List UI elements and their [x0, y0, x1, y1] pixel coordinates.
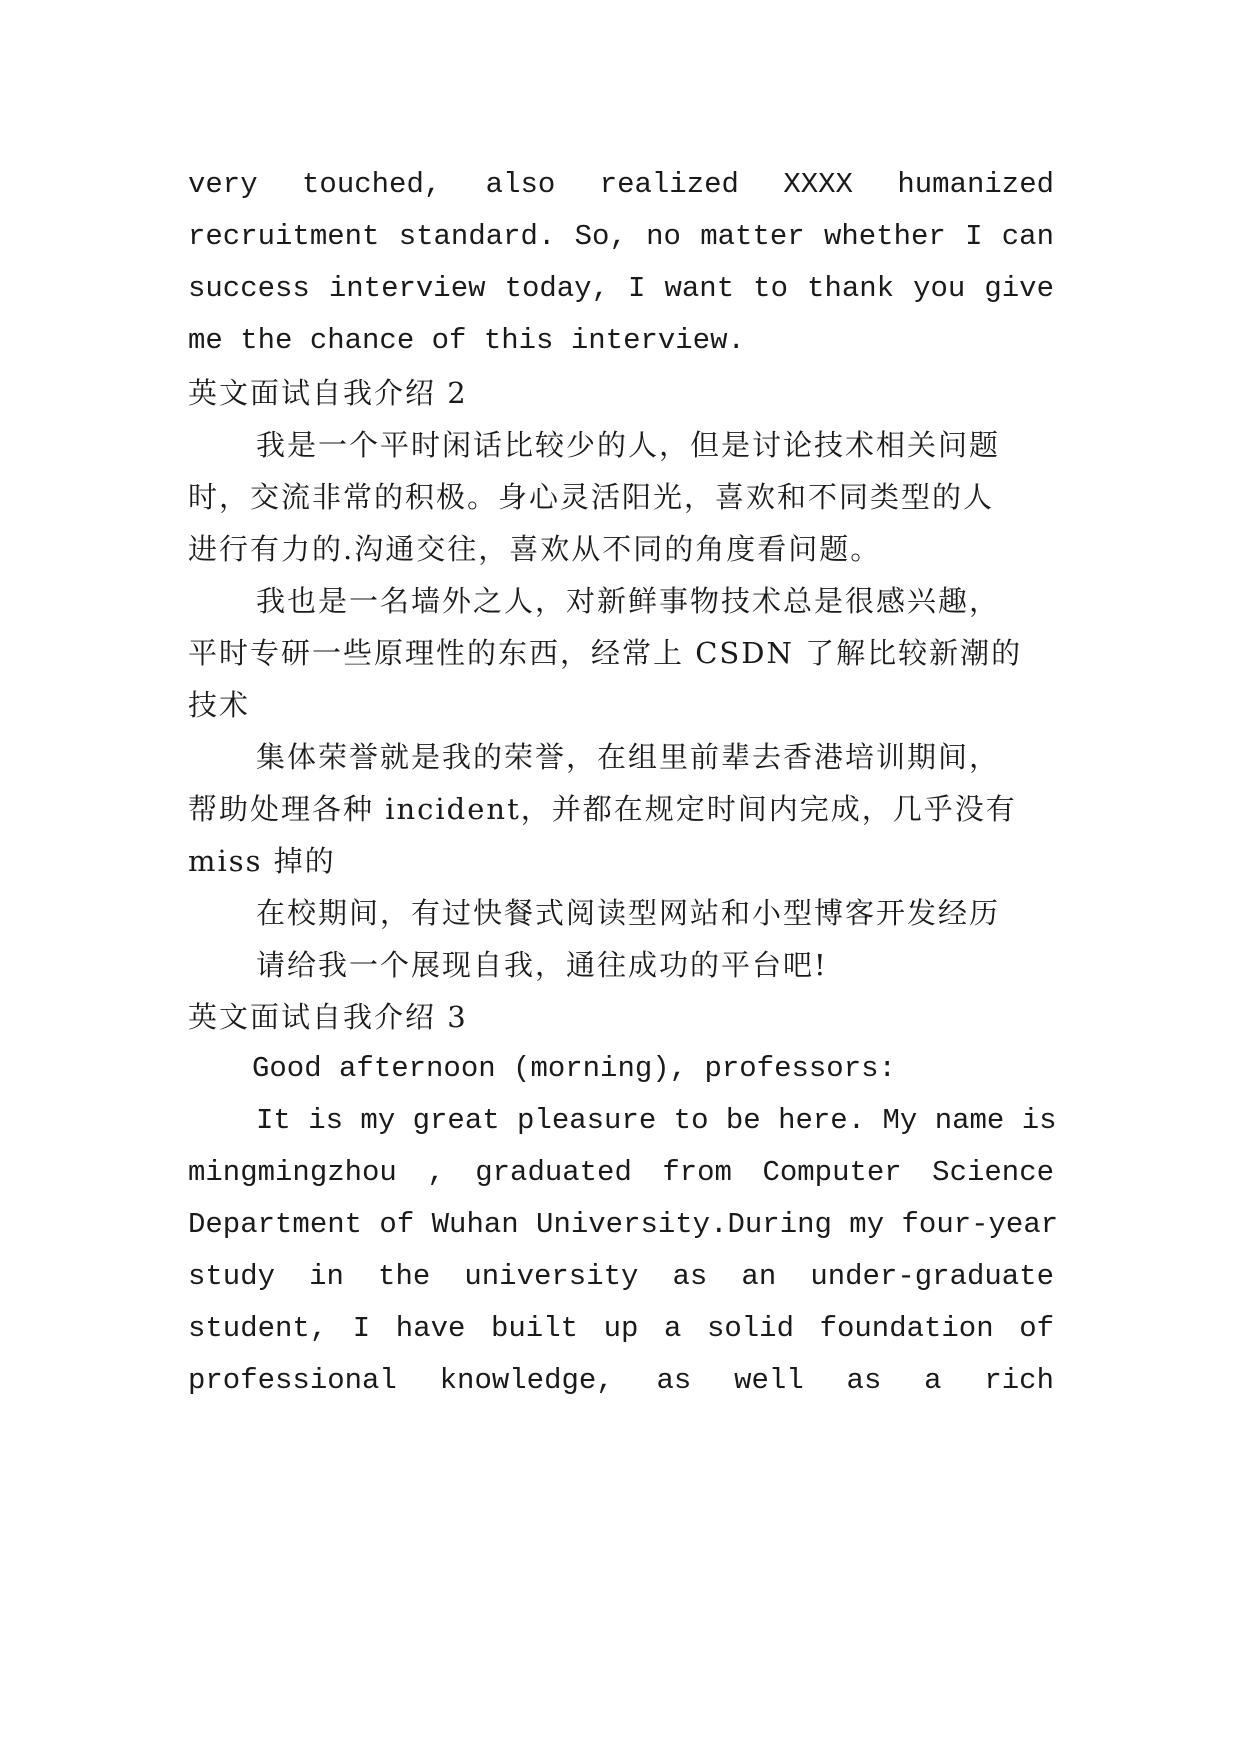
- text-line: success interview today, I want to thank you give: [188, 272, 1054, 305]
- text-line: me the chance of this interview.: [188, 324, 745, 357]
- text-line: 进行有力的.沟通交往，喜欢从不同的角度看问题。: [188, 532, 882, 566]
- text-line: miss 掉的: [188, 844, 336, 878]
- section-heading: 英文面试自我介绍 2: [188, 376, 468, 410]
- text-line: study in the university as an under-graduate: [188, 1260, 1054, 1293]
- text-line: 技术: [188, 688, 251, 722]
- text-line: student, I have built up a solid foundation of: [188, 1312, 1054, 1345]
- text-line: 在校期间，有过快餐式阅读型网站和小型博客开发经历: [256, 896, 1001, 930]
- text-line: 请给我一个展现自我，通往成功的平台吧!: [256, 948, 828, 982]
- text-line: mingmingzhou , graduated from Computer Science: [188, 1156, 1054, 1189]
- section-heading: 英文面试自我介绍 3: [188, 1000, 468, 1034]
- text-line: Good afternoon (morning), professors:: [252, 1052, 896, 1085]
- text-line: 帮助处理各种 incident，并都在规定时间内完成，几乎没有: [188, 792, 1017, 826]
- text-line: Department of Wuhan University.During my four-year: [188, 1208, 1059, 1241]
- text-line: 集体荣誉就是我的荣誉，在组里前辈去香港培训期间，: [256, 740, 1001, 774]
- text-line: 平时专研一些原理性的东西，经常上 CSDN 了解比较新潮的: [188, 636, 1023, 670]
- text-line: 时，交流非常的积极。身心灵活阳光，喜欢和不同类型的人: [188, 480, 995, 514]
- text-line: It is my great pleasure to be here. My name is: [256, 1104, 1057, 1137]
- text-line: 我是一个平时闲话比较少的人，但是讨论技术相关问题: [256, 428, 1001, 462]
- text-line: recruitment standard. So, no matter whether I can: [188, 220, 1054, 253]
- text-line: 我也是一名墙外之人，对新鲜事物技术总是很感兴趣，: [256, 584, 1001, 618]
- text-line: very touched, also realized XXXX humanized: [188, 168, 1054, 201]
- text-line: professional knowledge, as well as a rich: [188, 1364, 1054, 1397]
